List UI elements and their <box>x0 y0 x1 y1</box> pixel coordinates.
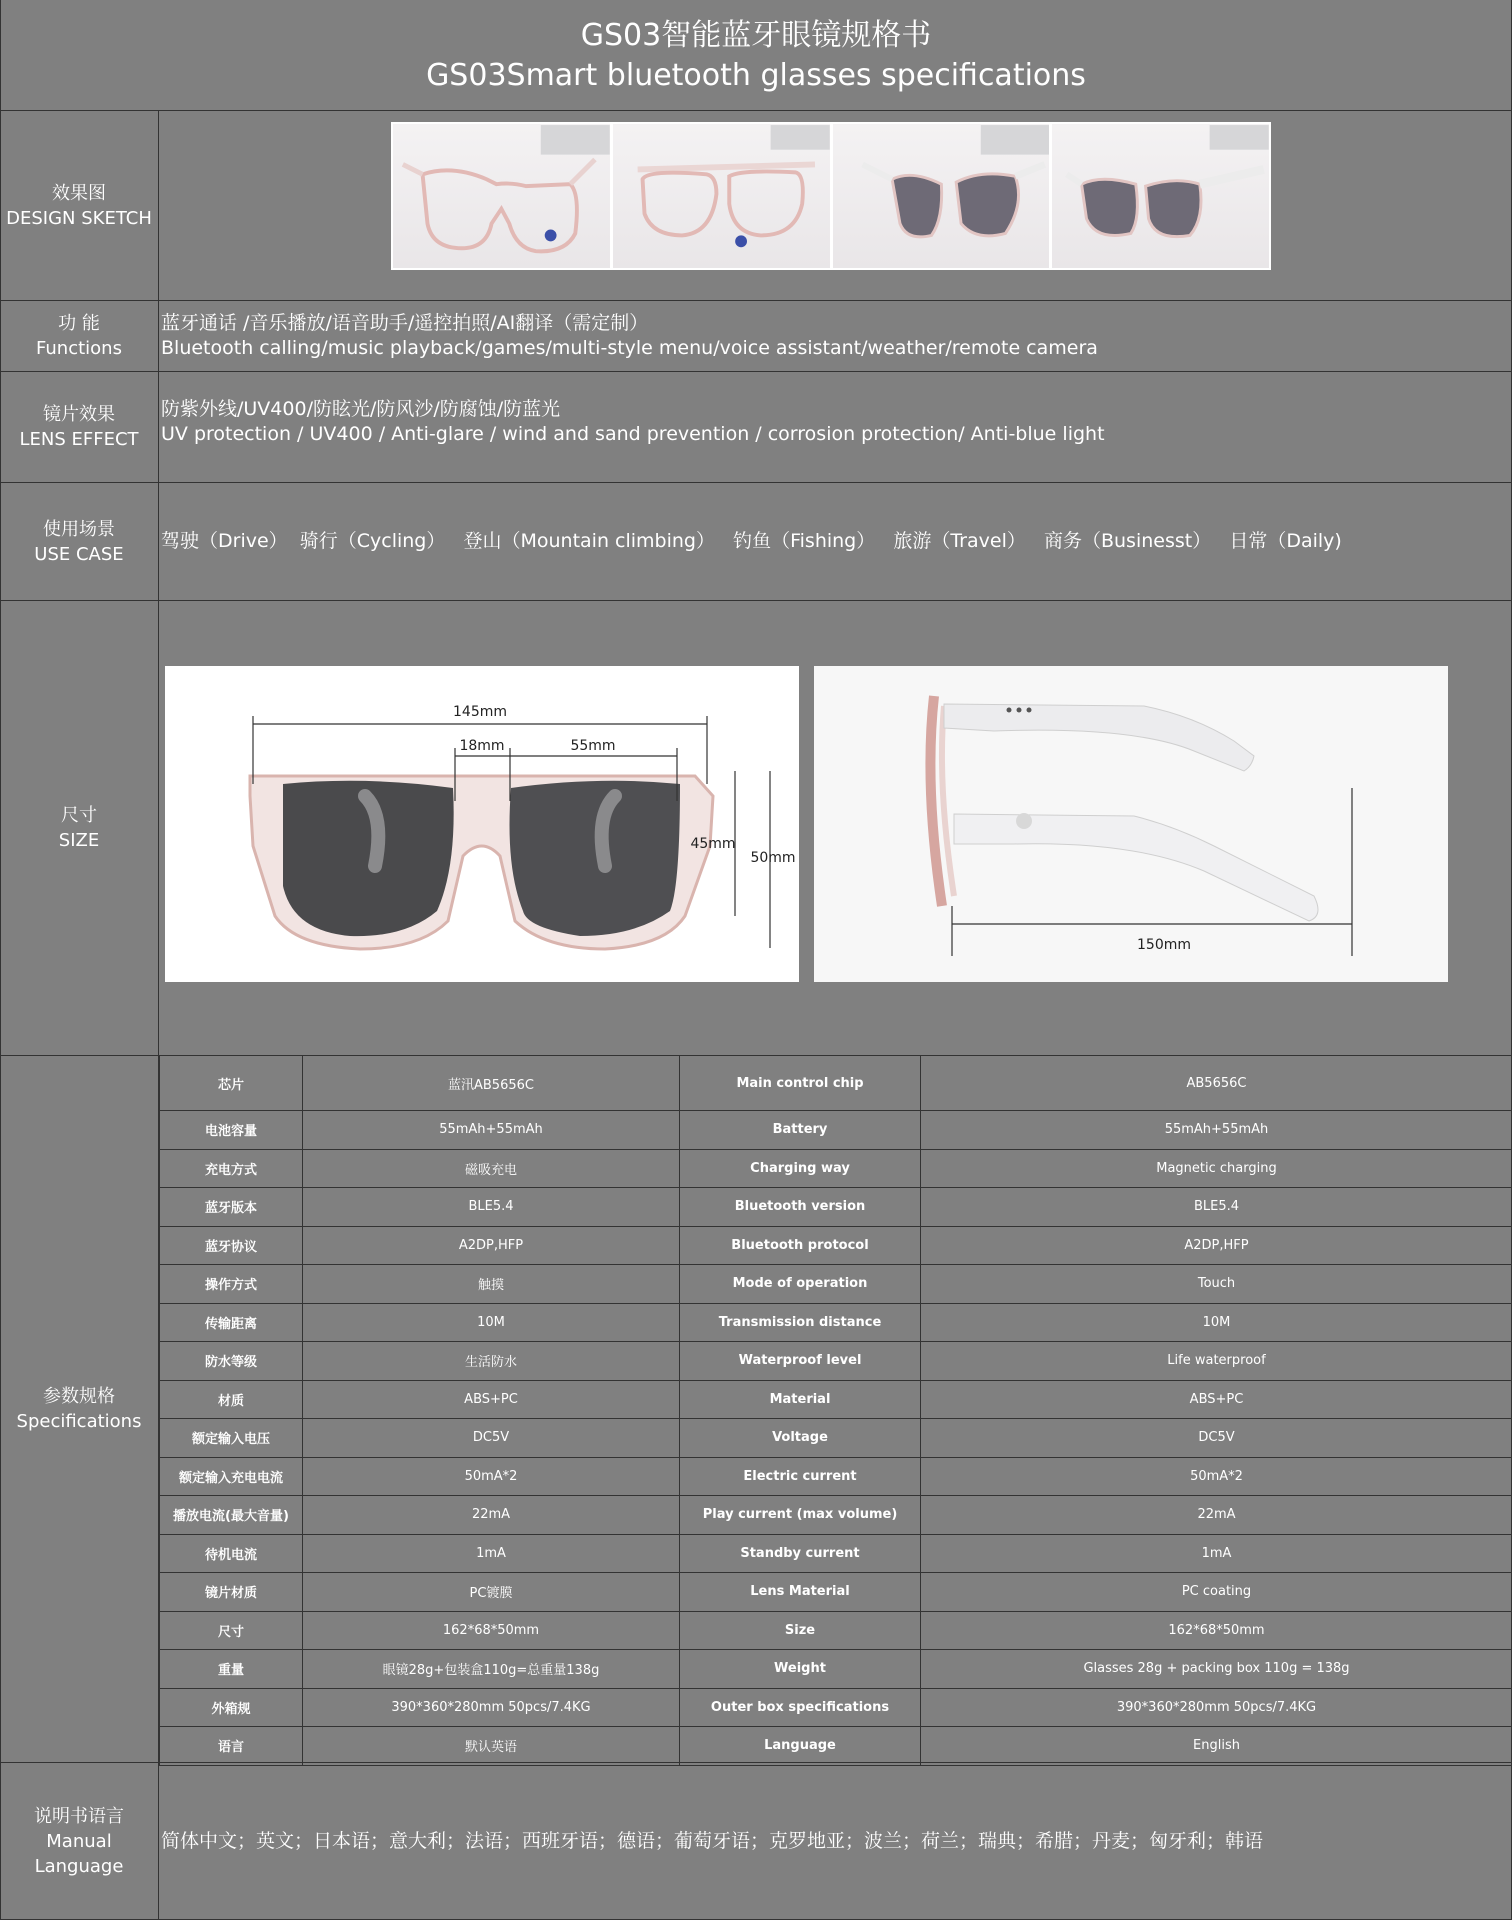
spec-key-cn: 重量 <box>160 1650 303 1689</box>
table-row <box>160 1727 1512 1766</box>
spec-key-cn: 传输距离 <box>160 1303 303 1342</box>
spec-key-cn: 语言 <box>160 1727 303 1766</box>
dim-lens-height: 45mm <box>690 836 736 852</box>
glasses-illustration <box>833 124 1050 268</box>
glasses-thumbnail-clear-2 <box>613 124 830 268</box>
spec-value-cn: 磁吸充电 <box>303 1149 680 1188</box>
spec-key-cn: 额定输入电压 <box>160 1419 303 1458</box>
spec-value-en: Magnetic charging <box>921 1149 1512 1188</box>
spec-key-en: Lens Material <box>680 1573 921 1612</box>
design-gallery <box>391 122 1271 270</box>
spec-key-en: Mode of operation <box>680 1265 921 1304</box>
spec-key-cn: 芯片 <box>160 1056 303 1111</box>
dim-temple-length: 150mm <box>1137 937 1191 953</box>
spec-value-cn: 55mAh+55mAh <box>303 1111 680 1150</box>
spec-key-cn: 待机电流 <box>160 1534 303 1573</box>
glasses-thumbnail-tinted-2 <box>1052 124 1269 268</box>
spec-value-cn: DC5V <box>303 1419 680 1458</box>
spec-value-cn: 眼镜28g+包装盒110g=总重量138g <box>303 1650 680 1689</box>
spec-value-en: English <box>921 1727 1512 1766</box>
table-row <box>160 1534 1512 1573</box>
divider <box>0 600 1512 601</box>
front-glasses-diagram <box>165 666 799 982</box>
spec-key-cn: 尺寸 <box>160 1611 303 1650</box>
spec-value-en: PC coating <box>921 1573 1512 1612</box>
lens-text-cn: 防紫外线/UV400/防眩光/防风沙/防腐蚀/防蓝光 <box>161 398 561 420</box>
spec-key-en: Transmission distance <box>680 1303 921 1342</box>
table-row <box>160 1149 1512 1188</box>
use-case-label-en: USE CASE <box>34 543 124 565</box>
table-row <box>160 1496 1512 1535</box>
use-case-label <box>0 483 158 600</box>
dim-lens-width: 55mm <box>570 738 616 754</box>
glasses-illustration <box>1052 124 1269 268</box>
spec-key-cn: 播放电流(最大音量) <box>160 1496 303 1535</box>
glasses-thumbnail-tinted-1 <box>833 124 1050 268</box>
table-row <box>160 1380 1512 1419</box>
design-label-en: DESIGN SKETCH <box>6 207 152 229</box>
spec-value-cn: 蓝汛AB5656C <box>303 1056 680 1111</box>
spec-key-en: Language <box>680 1727 921 1766</box>
spec-key-en: Weight <box>680 1650 921 1689</box>
functions-content <box>161 301 1506 371</box>
functions-text-en: Bluetooth calling/music playback/games/multi-style menu/voice assistant/weather/remote camera <box>161 337 1098 359</box>
spec-value-en: 1mA <box>921 1534 1512 1573</box>
spec-key-en: Voltage <box>680 1419 921 1458</box>
spec-key-cn: 充电方式 <box>160 1149 303 1188</box>
manual-label-en: Manual Language <box>34 1830 124 1877</box>
spec-value-en: Glasses 28g + packing box 110g = 138g <box>921 1650 1512 1689</box>
dim-bridge: 18mm <box>459 738 505 754</box>
spec-value-cn: 390*360*280mm 50pcs/7.4KG <box>303 1688 680 1727</box>
spec-value-en: 55mAh+55mAh <box>921 1111 1512 1150</box>
spec-key-cn: 镜片材质 <box>160 1573 303 1612</box>
spec-key-en: Outer box specifications <box>680 1688 921 1727</box>
spec-value-cn: PC镀膜 <box>303 1573 680 1612</box>
table-row <box>160 1650 1512 1689</box>
size-label <box>0 601 158 1055</box>
spec-value-cn: 触摸 <box>303 1265 680 1304</box>
spec-value-cn: 生活防水 <box>303 1342 680 1381</box>
table-row <box>160 1611 1512 1650</box>
glasses-illustration <box>393 124 610 268</box>
spec-value-en: AB5656C <box>921 1056 1512 1111</box>
size-label-en: SIZE <box>58 830 100 851</box>
spec-value-cn: 22mA <box>303 1496 680 1535</box>
table-row <box>160 1457 1512 1496</box>
spec-value-en: 390*360*280mm 50pcs/7.4KG <box>921 1688 1512 1727</box>
spec-key-en: Size <box>680 1611 921 1650</box>
spec-key-cn: 电池容量 <box>160 1111 303 1150</box>
manual-language-label <box>0 1763 158 1919</box>
functions-label <box>0 301 158 371</box>
spec-key-cn: 额定输入充电电流 <box>160 1457 303 1496</box>
spec-key-en: Standby current <box>680 1534 921 1573</box>
use-case-label-cn: 使用场景 <box>43 518 115 540</box>
spec-key-en: Material <box>680 1380 921 1419</box>
manual-label-cn: 说明书语言 <box>34 1805 124 1827</box>
table-row <box>160 1688 1512 1727</box>
spec-key-cn: 外箱规 <box>160 1688 303 1727</box>
front-dimension-photo <box>165 666 799 982</box>
divider <box>0 110 1512 111</box>
title-en: GS03Smart bluetooth glasses specifications <box>426 58 1086 93</box>
table-row <box>160 1111 1512 1150</box>
lens-label-en: LENS EFFECT <box>19 429 139 450</box>
spec-key-cn: 蓝牙版本 <box>160 1188 303 1227</box>
spec-key-en: Bluetooth protocol <box>680 1226 921 1265</box>
spec-key-en: Battery <box>680 1111 921 1150</box>
spec-value-en: BLE5.4 <box>921 1188 1512 1227</box>
spec-key-cn: 材质 <box>160 1380 303 1419</box>
lens-label-cn: 镜片效果 <box>43 404 115 425</box>
spec-value-en: 50mA*2 <box>921 1457 1512 1496</box>
spec-value-en: DC5V <box>921 1419 1512 1458</box>
table-row <box>160 1573 1512 1612</box>
manual-language-content <box>161 1763 1506 1919</box>
spec-value-en: ABS+PC <box>921 1380 1512 1419</box>
glasses-thumbnail-clear-1 <box>393 124 610 268</box>
spec-value-en: A2DP,HFP <box>921 1226 1512 1265</box>
table-row <box>160 1303 1512 1342</box>
spec-value-en: 162*68*50mm <box>921 1611 1512 1650</box>
spec-value-cn: 10M <box>303 1303 680 1342</box>
lens-text-en: UV protection / UV400 / Anti-glare / wind and sand prevention / corrosion protection/ Anti-blue light <box>161 423 1105 445</box>
use-case-content <box>161 483 1506 600</box>
spec-key-cn: 蓝牙协议 <box>160 1226 303 1265</box>
glasses-illustration <box>613 124 830 268</box>
spec-key-en: Charging way <box>680 1149 921 1188</box>
spec-value-cn: 1mA <box>303 1534 680 1573</box>
spec-key-cn: 操作方式 <box>160 1265 303 1304</box>
design-sketch-label <box>0 111 158 300</box>
lens-effect-label <box>0 372 158 482</box>
specifications-label <box>0 1056 158 1762</box>
table-row <box>160 1419 1512 1458</box>
design-label-cn: 效果图 <box>52 182 106 204</box>
specifications-table <box>159 1055 1512 1766</box>
spec-value-cn: ABS+PC <box>303 1380 680 1419</box>
spec-value-en: 22mA <box>921 1496 1512 1535</box>
spec-value-cn: 162*68*50mm <box>303 1611 680 1650</box>
spec-key-en: Waterproof level <box>680 1342 921 1381</box>
table-row <box>160 1226 1512 1265</box>
spec-value-cn: 默认英语 <box>303 1727 680 1766</box>
spec-value-en: 10M <box>921 1303 1512 1342</box>
dim-frame-height: 50mm <box>750 850 796 866</box>
spec-key-cn: 防水等级 <box>160 1342 303 1381</box>
size-label-cn: 尺寸 <box>61 805 97 826</box>
side-dimension-photo <box>814 666 1448 982</box>
table-row <box>160 1056 1512 1111</box>
specs-label-en: Specifications <box>16 1411 142 1432</box>
functions-label-cn: 功 能 <box>58 313 100 334</box>
side-glasses-diagram <box>814 666 1448 982</box>
spec-key-en: Play current (max volume) <box>680 1496 921 1535</box>
spec-value-cn: 50mA*2 <box>303 1457 680 1496</box>
spec-value-cn: A2DP,HFP <box>303 1226 680 1265</box>
lens-effect-content <box>161 372 1506 472</box>
functions-label-en: Functions <box>36 338 122 359</box>
manual-language-text: 简体中文；英文；日本语；意大利；法语；西班牙语；德语；葡萄牙语；克罗地亚；波兰；荷兰；瑞典；希腊；丹麦；匈牙利；韩语 <box>161 1829 1264 1852</box>
spec-value-en: Life waterproof <box>921 1342 1512 1381</box>
spec-key-en: Bluetooth version <box>680 1188 921 1227</box>
functions-text-cn: 蓝牙通话 /音乐播放/语音助手/遥控拍照/AI翻译（需定制） <box>161 312 649 334</box>
spec-key-en: Electric current <box>680 1457 921 1496</box>
spec-value-cn: BLE5.4 <box>303 1188 680 1227</box>
title-cn: GS03智能蓝牙眼镜规格书 <box>580 18 932 53</box>
spec-value-en: Touch <box>921 1265 1512 1304</box>
use-case-text: 驾驶（Drive） 骑行（Cycling） 登山（Mountain climbing） 钓鱼（Fishing） 旅游（Travel） 商务（Businesst） 日常（Daily) <box>161 530 1342 552</box>
table-row <box>160 1342 1512 1381</box>
dim-total-width: 145mm <box>453 704 507 720</box>
table-row <box>160 1265 1512 1304</box>
page-title <box>0 0 1512 110</box>
spec-key-en: Main control chip <box>680 1056 921 1111</box>
table-row <box>160 1188 1512 1227</box>
specs-label-cn: 参数规格 <box>43 1386 115 1407</box>
